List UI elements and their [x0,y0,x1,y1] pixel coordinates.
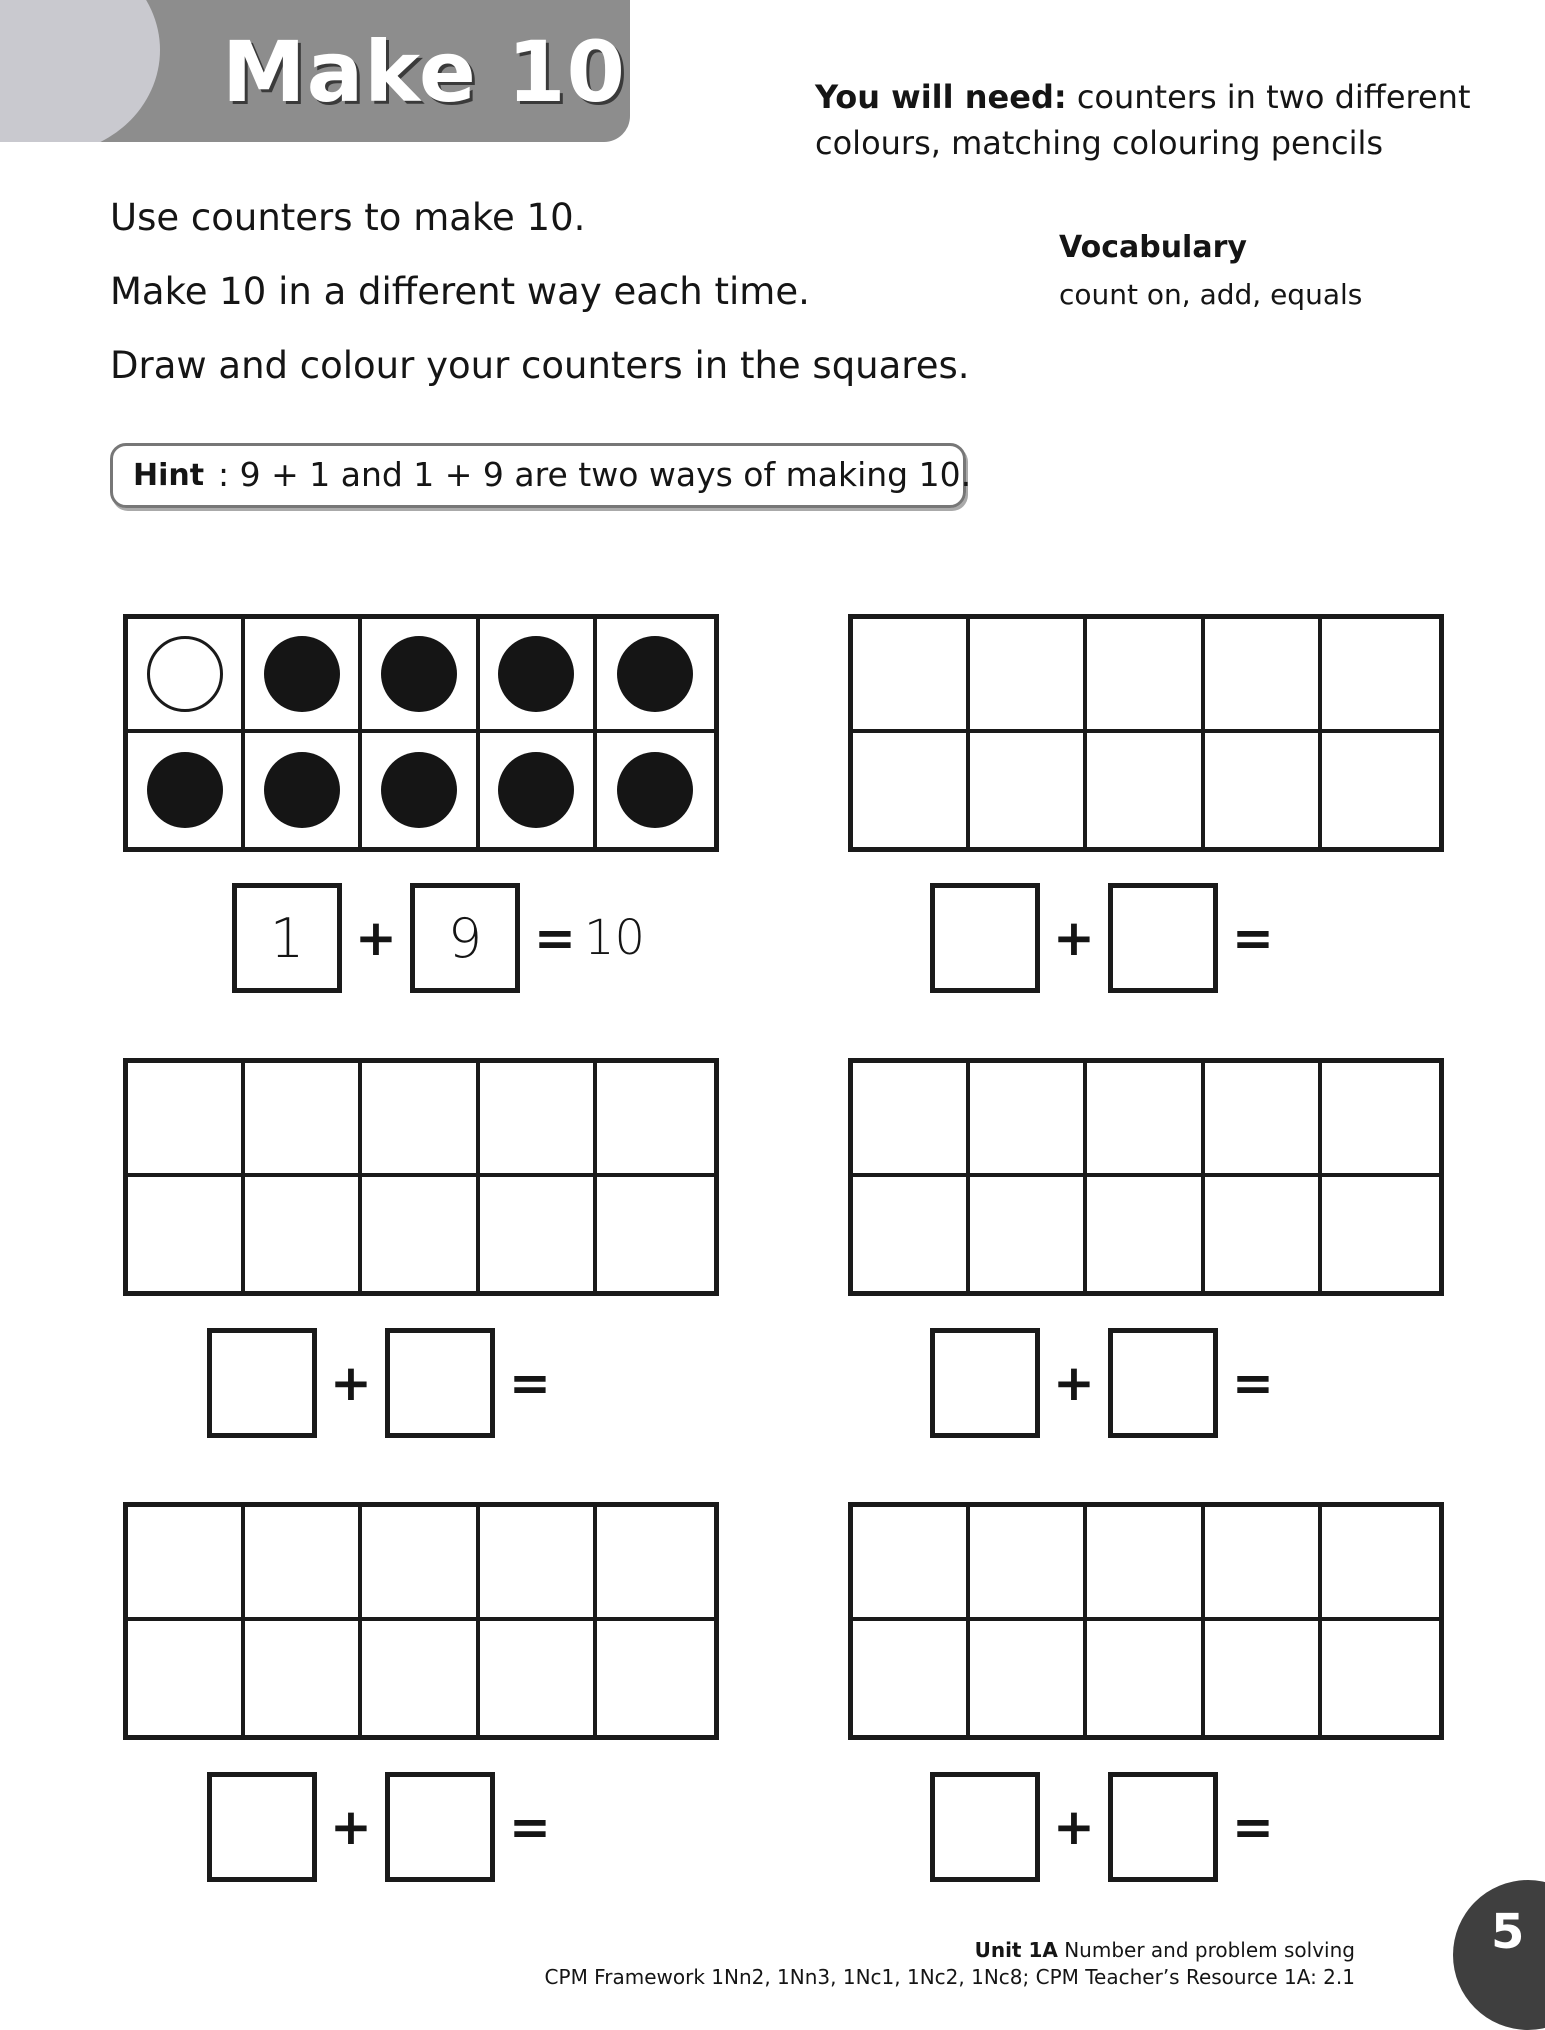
ten-frame-cell[interactable] [480,1507,597,1621]
ten-frame-3 [123,1058,719,1296]
equation-3 [207,1328,667,1438]
black-counter [617,752,693,828]
ten-frame-5 [123,1502,719,1740]
ten-frame-cell [597,733,714,847]
ten-frame-cell[interactable] [1322,1177,1439,1291]
you-will-need-line2: colours, matching colouring pencils [815,124,1384,162]
equation-example [232,883,692,993]
ten-frame-example [123,614,719,852]
ten-frame-cell[interactable] [1087,1177,1204,1291]
equals-sign: = [1232,1354,1274,1412]
equals-sign: = [1232,1798,1274,1856]
ten-frame-cell[interactable] [128,1177,245,1291]
ten-frame-cell[interactable] [1205,1621,1322,1735]
equals-sign: = [509,1354,551,1412]
answer-box-1[interactable] [207,1772,317,1882]
ten-frame-cell[interactable] [245,1621,362,1735]
vocabulary-title: Vocabulary [1059,230,1247,265]
you-will-need [815,74,1515,166]
equation-5 [207,1772,667,1882]
black-counter [498,636,574,712]
ten-frame-cell [362,733,479,847]
equation-result: 10 [584,910,646,966]
black-counter [617,636,693,712]
answer-box-1[interactable] [930,1328,1040,1438]
ten-frame-cell [480,619,597,733]
ten-frame-cell[interactable] [1205,619,1322,733]
footer-unit [975,1937,1355,1963]
ten-frame-cell[interactable] [970,733,1087,847]
equals-sign: = [534,909,576,967]
equation-4 [930,1328,1390,1438]
ten-frame-cell[interactable] [1087,1621,1204,1735]
hint-text: : 9 + 1 and 1 + 9 are two ways of making 10. [218,455,972,494]
ten-frame-cell[interactable] [970,1621,1087,1735]
ten-frame-cell[interactable] [245,1507,362,1621]
black-counter [498,752,574,828]
ten-frame-cell[interactable] [597,1621,714,1735]
ten-frame-cell[interactable] [1087,619,1204,733]
ten-frame-cell [245,733,362,847]
page-title: Make 10 [222,23,626,121]
plus-sign: + [355,909,397,967]
black-counter [264,752,340,828]
ten-frame-cell[interactable] [362,1063,479,1177]
ten-frame-cell[interactable] [597,1063,714,1177]
equals-sign: = [1232,909,1274,967]
hint-label: Hint [133,458,205,493]
ten-frame-cell[interactable] [970,619,1087,733]
equals-sign: = [509,1798,551,1856]
page-number-badge [1453,1880,1545,2030]
ten-frame-cell[interactable] [597,1177,714,1291]
footer-unit-label: Unit 1A [974,1938,1058,1962]
addend-box-2: 9 [410,883,520,993]
ten-frame-cell[interactable] [245,1177,362,1291]
answer-box-2[interactable] [1108,1328,1218,1438]
ten-frame-cell[interactable] [1322,619,1439,733]
black-counter [381,752,457,828]
black-counter [381,636,457,712]
answer-box-1[interactable] [930,1772,1040,1882]
ten-frame-cell[interactable] [853,1621,970,1735]
ten-frame-cell [128,619,245,733]
vocabulary-words: count on, add, equals [1059,278,1363,311]
ten-frame-cell[interactable] [1087,1063,1204,1177]
ten-frame-cell[interactable] [362,1621,479,1735]
equation-2 [930,883,1390,993]
ten-frame-cell[interactable] [1205,1177,1322,1291]
ten-frame-cell[interactable] [597,1507,714,1621]
answer-box-2[interactable] [1108,883,1218,993]
decorative-circle [0,0,160,142]
plus-sign: + [1053,1354,1095,1412]
ten-frame-cell[interactable] [1322,1507,1439,1621]
ten-frame-cell[interactable] [1087,733,1204,847]
plus-sign: + [330,1354,372,1412]
footer-framework: CPM Framework 1Nn2, 1Nn3, 1Nc1, 1Nc2, 1Nc8; CPM Teacher’s Resource 1A: 2.1 [544,1965,1355,1989]
ten-frame-cell[interactable] [480,1063,597,1177]
ten-frame-cell[interactable] [853,1177,970,1291]
ten-frame-cell [128,733,245,847]
equation-6 [930,1772,1390,1882]
addend-box-1: 1 [232,883,342,993]
ten-frame-cell [480,733,597,847]
ten-frame-cell[interactable] [970,1063,1087,1177]
instruction-2: Make 10 in a different way each time. [110,270,810,313]
ten-frame-cell[interactable] [128,1621,245,1735]
hint-box [110,443,972,508]
ten-frame-cell[interactable] [853,733,970,847]
ten-frame-cell[interactable] [245,1063,362,1177]
ten-frame-cell[interactable] [853,1063,970,1177]
ten-frame-cell[interactable] [1322,733,1439,847]
ten-frame-cell[interactable] [128,1507,245,1621]
ten-frame-cell[interactable] [128,1063,245,1177]
ten-frame-cell[interactable] [853,619,970,733]
ten-frame-4 [848,1058,1444,1296]
ten-frame-cell[interactable] [1205,1063,1322,1177]
answer-box-2[interactable] [385,1328,495,1438]
ten-frame-cell[interactable] [970,1177,1087,1291]
ten-frame-cell[interactable] [970,1507,1087,1621]
ten-frame-cell[interactable] [1205,1507,1322,1621]
ten-frame-cell [597,619,714,733]
ten-frame-2 [848,614,1444,852]
ten-frame-cell[interactable] [1205,733,1322,847]
ten-frame-cell[interactable] [1322,1063,1439,1177]
ten-frame-cell[interactable] [853,1507,970,1621]
instruction-3: Draw and colour your counters in the squares. [110,344,970,387]
ten-frame-cell [362,619,479,733]
ten-frame-cell [245,619,362,733]
plus-sign: + [1053,909,1095,967]
ten-frame-cell[interactable] [1322,1621,1439,1735]
answer-box-1[interactable] [930,883,1040,993]
page-number: 5 [1491,1904,1525,1960]
plus-sign: + [1053,1798,1095,1856]
ten-frame-cell[interactable] [480,1621,597,1735]
you-will-need-line1: counters in two different [1076,78,1471,116]
ten-frame-6 [848,1502,1444,1740]
footer-unit-text: Number and problem solving [1057,1938,1355,1962]
instruction-1: Use counters to make 10. [110,196,586,239]
answer-box-2[interactable] [385,1772,495,1882]
answer-box-2[interactable] [1108,1772,1218,1882]
answer-box-1[interactable] [207,1328,317,1438]
ten-frame-cell[interactable] [1087,1507,1204,1621]
ten-frame-cell[interactable] [480,1177,597,1291]
title-banner [0,0,630,142]
you-will-need-label: You will need: [815,78,1067,116]
ten-frame-cell[interactable] [362,1177,479,1291]
ten-frame-cell[interactable] [362,1507,479,1621]
white-counter [147,636,223,712]
black-counter [147,752,223,828]
black-counter [264,636,340,712]
plus-sign: + [330,1798,372,1856]
